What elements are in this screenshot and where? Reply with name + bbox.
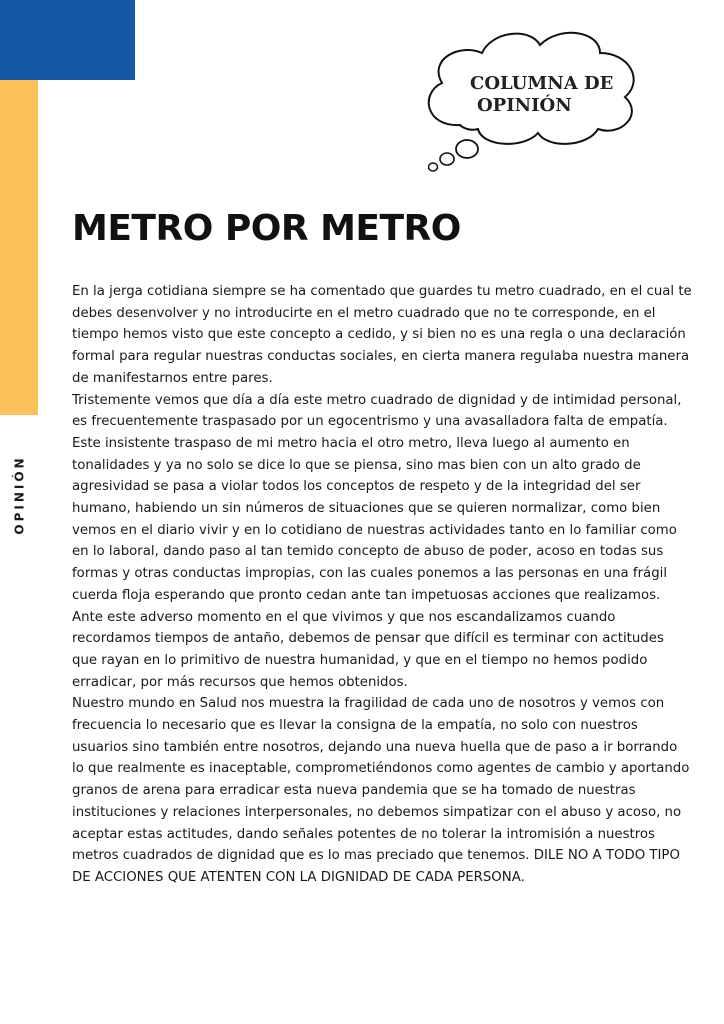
thought-bubble-dot-medium xyxy=(440,153,454,165)
side-section-label-text: OPINIÓN xyxy=(13,455,27,535)
yellow-side-bar xyxy=(0,80,38,415)
article-paragraph-2: Tristemente vemos que día a día este metro cuadrado de dignidad y de intimidad personal, es frecuentemente traspasado por un egocentrismo y una avasalladora falta de empatía. Este insistente traspaso de mi metro hacia el otro metro, lleva luego al aumento en tonalidades y ya no solo se dice lo que se piensa, sino mas bien con un alto grado de agresividad se pasa a violar todos los conceptos de respeto y de la integridad del ser humano, habiendo un sin números de situaciones que se quieren normalizar, como bien vemos en el diario vivir y en lo cotidiano de nuestras actividades tanto en lo familiar como en lo laboral, dando paso al tan temido concepto de abuso de poder, acoso en todas sus formas y otras conductas impropias, con las cuales ponemos a las personas en una frágil cuerda floja esperando que pronto cedan ante tan impetuosas acciones que realizamos. Ante este adverso momento en el que vivimos y que nos escandalizamos cuando recordamos tiempos de antaño, debemos de pensar que difícil es terminar con actitudes que rayan en lo primitivo de nuestra humanidad, y que en el tiempo no hemos podido erradicar, por más recursos que hemos obtenidos. xyxy=(72,392,682,690)
side-section-label xyxy=(10,445,30,545)
article-paragraph-3: Nuestro mundo en Salud nos muestra la fragilidad de cada uno de nosotros y vemos con frecuencia lo necesario que es llevar la consigna de la empatía, no solo con nuestros usuarios sino también entre nosotros, dejando una nueva huella que de paso a ir borrando lo que realmente es inaceptable, comprometiéndonos como agentes de cambio y aportando granos de arena para erradicar esta nueva pandemia que se ha tomado de nuestras instituciones y relaciones interpersonales, no debemos simpatizar con el abuso y acoso, no aceptar estas actitudes, dando señales potentes de no tolerar la intromisión a nuestros metros cuadrados de dignidad que es lo mas preciado que tenemos. DILE NO A TODO TIPO DE ACCIONES QUE ATENTEN CON LA DIGNIDAD DE CADA PERSONA. xyxy=(72,696,690,885)
bubble-line-2: OPINIÓN xyxy=(477,95,572,116)
blue-corner-block xyxy=(0,0,135,80)
article-body xyxy=(72,281,692,889)
article-title: METRO POR METRO xyxy=(72,208,461,249)
thought-bubble-dot-small xyxy=(429,163,438,171)
article-paragraph-1: En la jerga cotidiana siempre se ha comentado que guardes tu metro cuadrado, en el cual te debes desenvolver y no introducirte en el metro cuadrado que no te corresponde, en el tiempo hemos visto que este concepto a cedido, y si bien no es una regla o una declaración formal para regular nuestras conductas sociales, en cierta manera regulaba nuestra manera de manifestarnos entre pares. xyxy=(72,284,692,386)
thought-bubble-text xyxy=(470,73,620,117)
bubble-line-1: COLUMNA DE xyxy=(470,73,614,94)
thought-bubble-dot-large xyxy=(456,140,478,158)
